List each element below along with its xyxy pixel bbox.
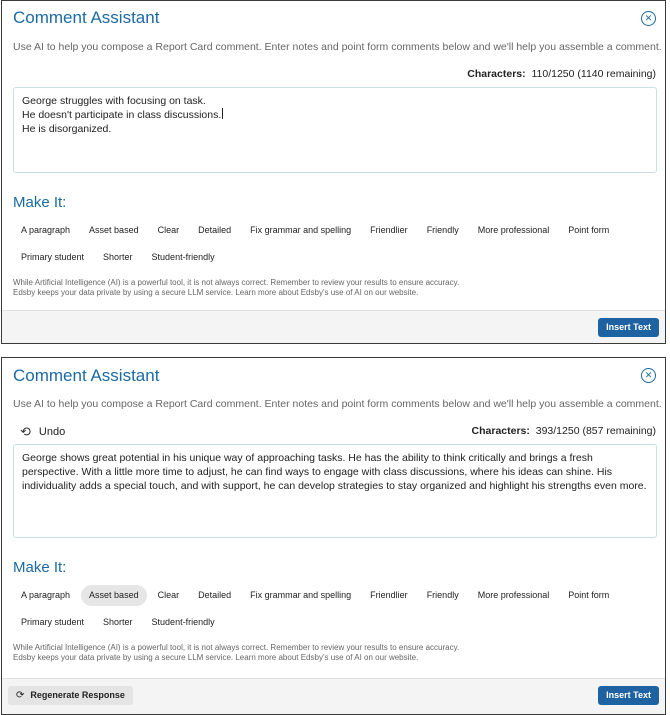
panel-description: Use AI to help you compose a Report Card comment. Enter notes and point form comments below and we'll help you assemble a comment. [13,398,662,410]
chip-shorter[interactable]: Shorter [95,247,141,268]
undo-label: Undo [38,426,66,438]
disclaimer-line: While Artificial Intelligence (AI) is a powerful tool, it is not always correct. Remember to review your results to ensure accuracy. [13,643,460,652]
panel-footer [2,678,665,714]
panel-title: Comment Assistant [13,8,160,27]
chip-friendly[interactable]: Friendly [419,585,467,606]
disclaimer-line: Edsby keeps your data private by using a secure LLM service. Learn more about Edsby's use of AI on our website. [13,288,419,297]
character-count-label: Characters: [467,68,526,80]
disclaimer-line: While Artificial Intelligence (AI) is a powerful tool, it is not always correct. Remember to review your results to ensure accuracy. [13,278,460,287]
close-icon[interactable]: ✕ [641,11,656,26]
comment-assistant-panel-initial [1,0,666,344]
disclaimer-line: Edsby keeps your data private by using a secure LLM service. Learn more about Edsby's use of AI on our website. [13,653,419,662]
chip-clear[interactable]: Clear [150,585,188,606]
chip-student-friendly[interactable]: Student-friendly [144,247,223,268]
chip-shorter[interactable]: Shorter [95,612,141,633]
character-count-label: Characters: [471,425,530,437]
regenerate-response-button[interactable] [8,686,133,705]
chip-more-professional[interactable]: More professional [470,585,558,606]
panel-description: Use AI to help you compose a Report Card comment. Enter notes and point form comments below and we'll help you assemble a comment. [13,41,662,53]
make-it-heading: Make It: [13,194,67,211]
comment-line: He is disorganized. [22,123,112,135]
chip-detailed[interactable]: Detailed [190,220,239,241]
comment-line: He doesn't participate in class discussions. [22,109,222,121]
close-icon[interactable]: ✕ [641,368,656,383]
comment-input[interactable] [13,87,657,173]
character-count-value: 110/1250 (1140 remaining) [531,68,656,80]
regenerate-label: Regenerate Response [30,690,125,700]
character-count [472,425,656,437]
chip-student-friendly[interactable]: Student-friendly [144,612,223,633]
chip-friendlier[interactable]: Friendlier [362,220,416,241]
make-it-options [13,220,658,268]
undo-icon: ⟲ [20,424,31,439]
chip-a-paragraph[interactable]: A paragraph [13,585,78,606]
comment-assistant-panel-generated [1,357,666,715]
chip-friendly[interactable]: Friendly [419,220,467,241]
undo-button[interactable] [20,424,65,440]
comment-line: George struggles with focusing on task. [22,95,206,107]
chip-fix-grammar[interactable]: Fix grammar and spelling [242,220,359,241]
chip-primary-student[interactable]: Primary student [13,247,92,268]
character-count [467,68,656,80]
chip-a-paragraph[interactable]: A paragraph [13,220,78,241]
chip-clear[interactable]: Clear [150,220,188,241]
character-count-value: 393/1250 (857 remaining) [535,425,656,437]
ai-disclaimer [13,278,459,298]
chip-point-form[interactable]: Point form [560,585,617,606]
panel-footer [2,310,665,343]
chip-friendlier[interactable]: Friendlier [362,585,416,606]
make-it-heading: Make It: [13,559,67,576]
chip-point-form[interactable]: Point form [560,220,617,241]
text-caret [222,108,223,119]
chip-asset-based[interactable]: Asset based [81,220,147,241]
refresh-icon: ⟳ [16,690,25,701]
panel-title: Comment Assistant [13,366,160,385]
chip-detailed[interactable]: Detailed [190,585,239,606]
chip-primary-student[interactable]: Primary student [13,612,92,633]
insert-text-button[interactable]: Insert Text [598,686,659,705]
chip-fix-grammar[interactable]: Fix grammar and spelling [242,585,359,606]
generated-comment-text: George shows great potential in his unique way of approaching tasks. He has the ability to think critically and brings a fresh perspective. With a little more time to adjust, he can find ways to engage with class discussions, where his ideas can shine. His individuality adds a special touch, and with support, he can develop strategies to stay organized and highlight his strengths even more. [22,452,647,492]
chip-asset-based[interactable]: Asset based [81,585,147,606]
comment-input[interactable] [13,444,657,538]
chip-more-professional[interactable]: More professional [470,220,558,241]
ai-disclaimer [13,643,459,663]
make-it-options [13,585,658,633]
insert-text-button[interactable]: Insert Text [598,318,659,337]
